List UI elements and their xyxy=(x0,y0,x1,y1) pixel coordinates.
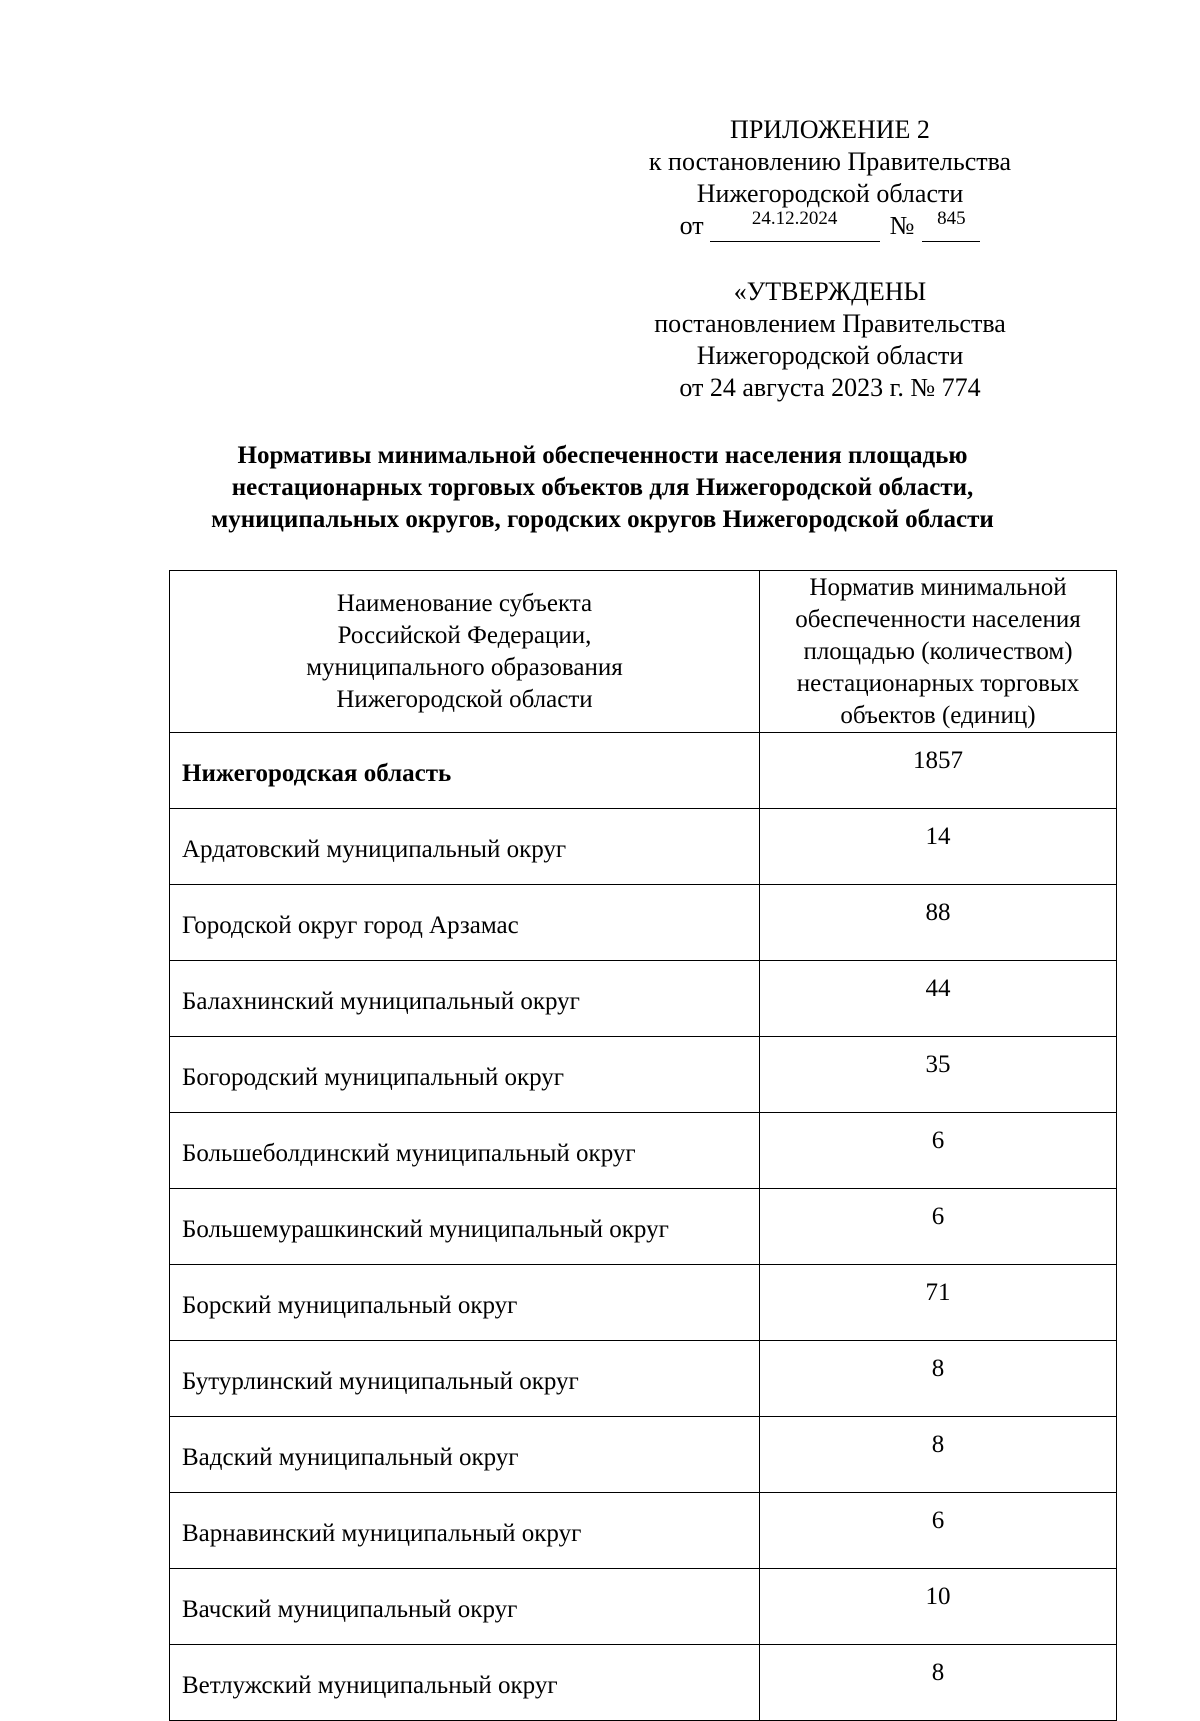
table-row xyxy=(170,1569,1117,1645)
row-name: Вадский муниципальный округ xyxy=(170,1417,760,1493)
row-name: Вачский муниципальный округ xyxy=(170,1569,760,1645)
header-value-line: обеспеченности населения xyxy=(795,605,1081,633)
header-value-line: Норматив минимальной xyxy=(809,573,1067,601)
date-field xyxy=(710,208,880,242)
table-header-row xyxy=(170,571,1117,733)
header-name-line: муниципального образования xyxy=(306,653,623,681)
row-name: Борский муниципальный округ xyxy=(170,1265,760,1341)
row-value: 8 xyxy=(760,1341,1117,1417)
table-row xyxy=(170,1493,1117,1569)
row-value: 88 xyxy=(760,885,1117,961)
appendix-title: ПРИЛОЖЕНИЕ 2 xyxy=(730,115,930,144)
header-value-line: объектов (единиц) xyxy=(840,701,1036,729)
document-title-line-2: нестационарных торговых объектов для Нижегородской области, xyxy=(231,474,974,501)
row-value: 14 xyxy=(760,809,1117,885)
row-name: Балахнинский муниципальный округ xyxy=(170,961,760,1037)
row-name: Ардатовский муниципальный округ xyxy=(170,809,760,885)
row-name: Бутурлинский муниципальный округ xyxy=(170,1341,760,1417)
row-value: 71 xyxy=(760,1265,1117,1341)
approved-line-3: от 24 августа 2023 г. № 774 xyxy=(679,373,981,402)
appendix-date-line xyxy=(560,210,1100,244)
approved-line-1: постановлением Правительства xyxy=(654,309,1006,338)
document-title xyxy=(120,440,1085,536)
row-name: Городской округ город Арзамас xyxy=(170,885,760,961)
approved-block xyxy=(560,276,1100,404)
table-row xyxy=(170,809,1117,885)
header-name-line: Российской Федерации, xyxy=(337,621,592,649)
row-name: Богородский муниципальный округ xyxy=(170,1037,760,1113)
row-name: Ветлужский муниципальный округ xyxy=(170,1645,760,1721)
header-value-column xyxy=(760,571,1117,733)
date-value: 24.12.2024 xyxy=(751,208,838,229)
document-title-line-3: муниципальных округов, городских округов Нижегородской области xyxy=(211,506,994,533)
approved-line-2: Нижегородской области xyxy=(696,341,964,370)
table-row xyxy=(170,1189,1117,1265)
row-name: Нижегородская область xyxy=(170,733,760,809)
appendix-block xyxy=(560,114,1100,244)
norms-table xyxy=(169,570,1117,1721)
table-row xyxy=(170,1341,1117,1417)
header-name-line: Нижегородской области xyxy=(336,685,593,713)
date-prefix: от xyxy=(679,211,704,240)
appendix-line-2: Нижегородской области xyxy=(696,179,964,208)
row-value: 8 xyxy=(760,1417,1117,1493)
table-row xyxy=(170,1417,1117,1493)
row-value: 44 xyxy=(760,961,1117,1037)
appendix-line-1: к постановлению Правительства xyxy=(648,147,1012,176)
number-value: 845 xyxy=(937,208,966,229)
row-name: Большеболдинский муниципальный округ xyxy=(170,1113,760,1189)
header-value-line: площадью (количеством) xyxy=(803,637,1073,665)
table-row-total xyxy=(170,733,1117,809)
row-value: 6 xyxy=(760,1493,1117,1569)
table-row xyxy=(170,885,1117,961)
table-row xyxy=(170,1265,1117,1341)
table-row xyxy=(170,1037,1117,1113)
row-value: 6 xyxy=(760,1189,1117,1265)
row-value: 10 xyxy=(760,1569,1117,1645)
number-sign: № xyxy=(889,211,915,240)
row-name: Большемурашкинский муниципальный округ xyxy=(170,1189,760,1265)
table-row xyxy=(170,961,1117,1037)
table-row xyxy=(170,1645,1117,1721)
row-name: Варнавинский муниципальный округ xyxy=(170,1493,760,1569)
header-name-line: Наименование субъекта xyxy=(336,589,593,617)
approved-title: «УТВЕРЖДЕНЫ xyxy=(733,277,927,306)
header-value-line: нестационарных торговых xyxy=(796,669,1080,697)
row-value: 35 xyxy=(760,1037,1117,1113)
row-value: 8 xyxy=(760,1645,1117,1721)
document-title-line-1: Нормативы минимальной обеспеченности населения площадью xyxy=(237,442,968,469)
number-field xyxy=(922,208,980,242)
header-name-column xyxy=(170,571,760,733)
row-value: 1857 xyxy=(760,733,1117,809)
row-value: 6 xyxy=(760,1113,1117,1189)
table-row xyxy=(170,1113,1117,1189)
